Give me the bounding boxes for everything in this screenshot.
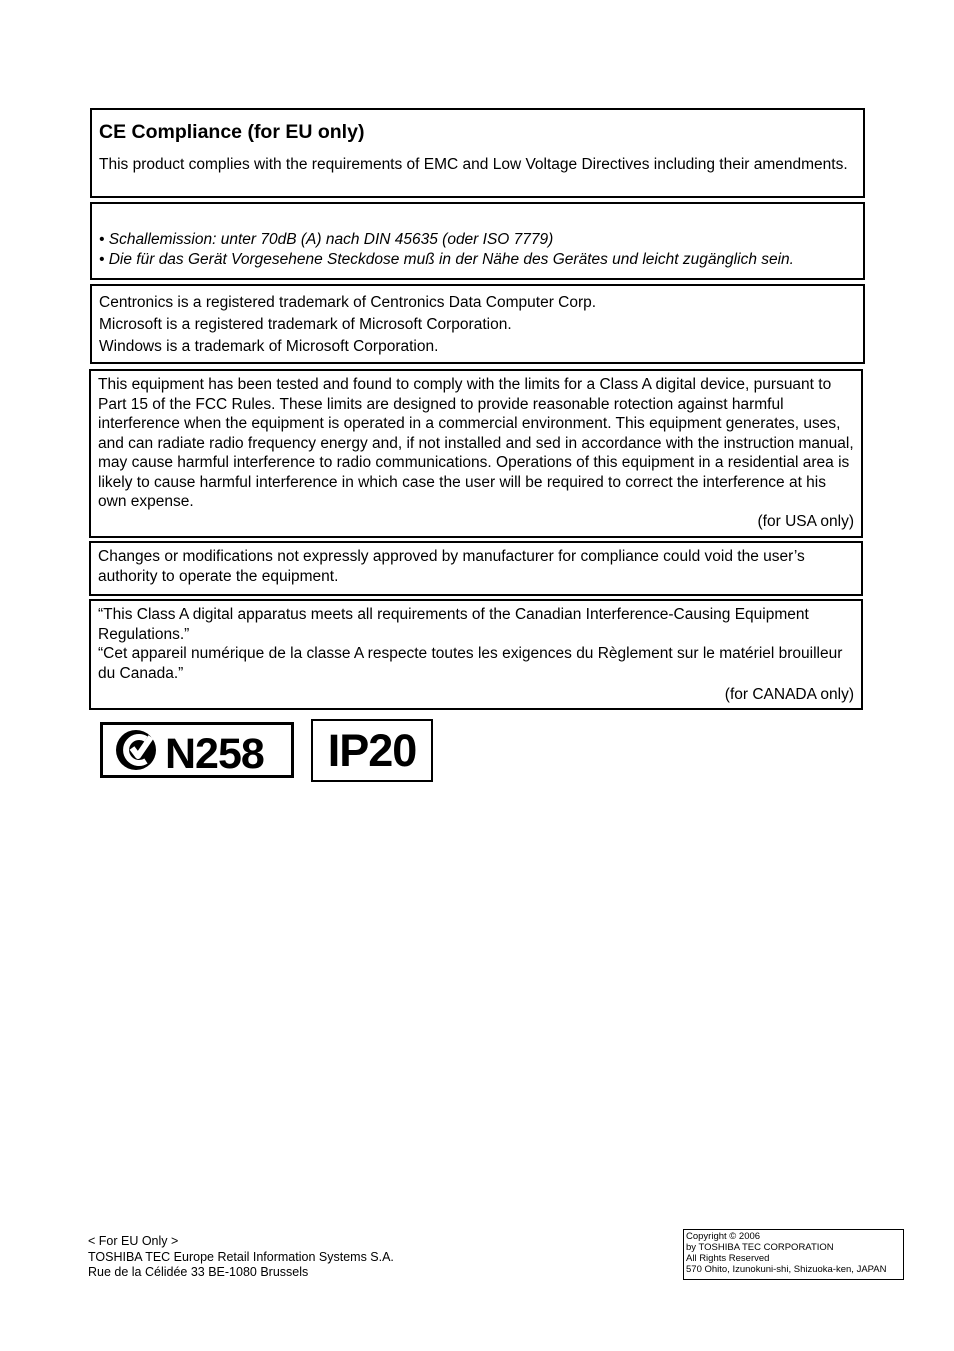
copyright-line: All Rights Reserved	[686, 1253, 770, 1264]
german-notice-box	[90, 202, 865, 280]
eu-contact-line: < For EU Only >	[88, 1234, 179, 1248]
ce-compliance-box	[90, 108, 865, 198]
ce-compliance-text: This product complies with the requirements of EMC and Low Voltage Directives including their amendments.	[99, 156, 848, 173]
eu-contact-line: TOSHIBA TEC Europe Retail Information Systems S.A.	[88, 1249, 394, 1264]
german-notice-line: • Schallemission: unter 70dB (A) nach DIN 45635 (oder ISO 7779)	[99, 231, 554, 248]
c-tick-icon	[103, 725, 291, 775]
canada-notice-english: “This Class A digital apparatus meets all requirements of the Canadian Interference-Causing Equipment Regulations.”	[98, 606, 809, 643]
c-tick-logo	[100, 722, 294, 778]
ip-rating-logo: IP20	[311, 719, 433, 782]
eu-contact-address	[88, 1234, 394, 1281]
copyright-line: by TOSHIBA TEC CORPORATION	[686, 1242, 834, 1253]
canada-notice-french: “Cet appareil numérique de la classe A respecte toutes les exigences du Règlement sur le matériel brouilleur du Canada.”	[98, 645, 843, 682]
canada-region-label: (for CANADA only)	[724, 686, 854, 703]
copyright-line: Copyright © 2006	[686, 1231, 761, 1242]
fcc-region-label: (for USA only)	[757, 512, 854, 530]
trademark-line: Windows is a trademark of Microsoft Corporation.	[99, 338, 439, 355]
trademark-line: Centronics is a registered trademark of Centronics Data Computer Corp.	[99, 294, 597, 311]
c-tick-number: N258	[165, 730, 264, 775]
copyright-line: 570 Ohito, Izunokuni-shi, Shizuoka-ken, JAPAN	[686, 1264, 887, 1275]
canada-notice-box	[89, 599, 863, 710]
eu-contact-line: Rue de la Célidée 33 BE-1080 Brussels	[88, 1265, 309, 1279]
german-notice-line: • Die für das Gerät Vorgesehene Steckdose muß in der Nähe des Gerätes und leicht zugänglich sein.	[99, 251, 794, 268]
fcc-notice-box	[89, 369, 863, 538]
modifications-notice-text: Changes or modifications not expressly approved by manufacturer for compliance could void the user’s authority to operate the equipment.	[98, 548, 805, 585]
trademark-line: Microsoft is a registered trademark of Microsoft Corporation.	[99, 316, 512, 333]
fcc-notice-text: This equipment has been tested and found to comply with the limits for a Class A digital device, pursuant to Part 15 of the FCC Rules. These limits are designed to provide reasonable rotection against harmful interference when the equipment is operated in a commercial environment. This equipment generates, uses, and can radiate radio frequency energy and, if not installed and sed in accordance with the instruction manual, may cause harmful interference to radio communications. Operations of this equipment in a residential area is likely to cause harmful interference in which case the user will be required to correct the interference at his own expense.	[98, 376, 854, 510]
modifications-notice-box	[89, 541, 863, 596]
ce-compliance-title: CE Compliance (for EU only)	[99, 121, 365, 143]
trademarks-box	[90, 284, 865, 364]
copyright-box	[683, 1229, 904, 1280]
